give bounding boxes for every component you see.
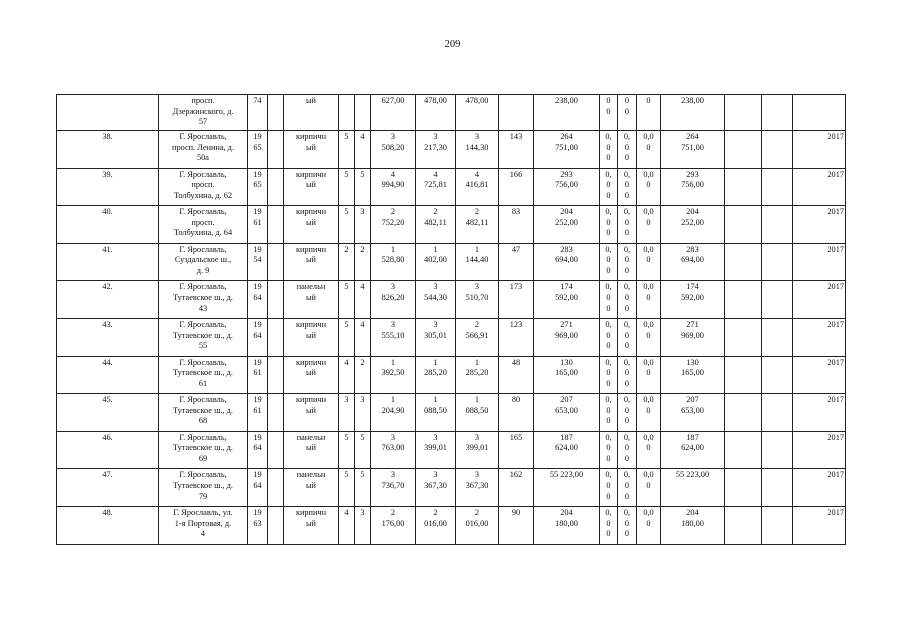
cell-floors: 3 <box>339 394 355 432</box>
cell-owners-funds: 187 624,00 <box>661 431 725 469</box>
cell-residential-area: 3 305,01 <box>416 318 456 356</box>
cell-total-area: 3 826,20 <box>371 281 416 319</box>
cell-row-number: 43. <box>57 318 159 356</box>
cell-blank-col <box>268 206 284 244</box>
cell-total-area: 3 736,70 <box>371 469 416 507</box>
cell-fund-share: 0, 0 0 <box>600 318 618 356</box>
cell-private-area: 2 566,91 <box>456 318 499 356</box>
cell-total-area: 3 555,10 <box>371 318 416 356</box>
cell-completion-year: 2017 <box>793 469 846 507</box>
cell-spec-price <box>762 206 793 244</box>
cell-build-year: 19 64 <box>248 318 268 356</box>
cell-wall-material: кирпичн ый <box>284 394 339 432</box>
cell-floors: 5 <box>339 431 355 469</box>
cell-total-area: 2 176,00 <box>371 506 416 544</box>
cell-residents: 90 <box>499 506 534 544</box>
cell-blank-col <box>268 469 284 507</box>
cell-fund-share: 0, 0 0 <box>600 356 618 394</box>
cell-spec-price <box>762 168 793 206</box>
cell-fund-share: 0, 0 0 <box>600 206 618 244</box>
cell-residents: 80 <box>499 394 534 432</box>
cell-row-number: 44. <box>57 356 159 394</box>
cell-residential-area: 3 544,30 <box>416 281 456 319</box>
cell-entrances: 3 <box>355 506 371 544</box>
cell-completion-year: 2017 <box>793 243 846 281</box>
cell-build-year: 19 64 <box>248 431 268 469</box>
cell-wall-material: панельн ый <box>284 431 339 469</box>
cell-region-share: 0, 0 0 <box>618 469 637 507</box>
cell-owners-funds: 293 756,00 <box>661 168 725 206</box>
cell-owners-funds: 55 223,00 <box>661 469 725 507</box>
cell-blank-col <box>268 131 284 169</box>
table-row <box>57 243 846 281</box>
cell-region-share: 0 0 <box>618 95 637 131</box>
cell-completion-year: 2017 <box>793 168 846 206</box>
cell-total-cost: 174 592,00 <box>534 281 600 319</box>
cell-municipal-share: 0,0 0 <box>637 281 661 319</box>
cell-floors: 5 <box>339 206 355 244</box>
cell-private-area: 1 285,20 <box>456 356 499 394</box>
cell-residential-area: 2 482,11 <box>416 206 456 244</box>
cell-owners-funds: 204 180,00 <box>661 506 725 544</box>
cell-spec-cost <box>725 95 762 131</box>
cell-spec-price <box>762 394 793 432</box>
cell-wall-material: кирпичн ый <box>284 168 339 206</box>
cell-residential-area: 1 285,20 <box>416 356 456 394</box>
cell-floors <box>339 95 355 131</box>
cell-residents: 123 <box>499 318 534 356</box>
cell-owners-funds: 264 751,00 <box>661 131 725 169</box>
cell-spec-cost <box>725 506 762 544</box>
cell-row-number: 41. <box>57 243 159 281</box>
cell-owners-funds: 130 165,00 <box>661 356 725 394</box>
cell-owners-funds: 283 694,00 <box>661 243 725 281</box>
cell-blank-col <box>268 281 284 319</box>
cell-municipal-share: 0,0 0 <box>637 206 661 244</box>
table-row <box>57 318 846 356</box>
cell-blank-col <box>268 506 284 544</box>
cell-floors: 4 <box>339 506 355 544</box>
cell-spec-cost <box>725 469 762 507</box>
cell-private-area: 1 144,40 <box>456 243 499 281</box>
table-row <box>57 95 846 131</box>
cell-owners-funds: 238,00 <box>661 95 725 131</box>
cell-residents: 47 <box>499 243 534 281</box>
cell-floors: 5 <box>339 469 355 507</box>
cell-spec-price <box>762 95 793 131</box>
table-row <box>57 206 846 244</box>
cell-blank-col <box>268 356 284 394</box>
cell-total-cost: 204 180,00 <box>534 506 600 544</box>
cell-spec-price <box>762 243 793 281</box>
cell-total-cost: 187 624,00 <box>534 431 600 469</box>
table-row <box>57 469 846 507</box>
cell-address: Г. Ярославль, просп. Ленина, д. 50а <box>159 131 248 169</box>
cell-blank-col <box>268 95 284 131</box>
cell-completion-year: 2017 <box>793 394 846 432</box>
cell-municipal-share: 0,0 0 <box>637 243 661 281</box>
cell-blank-col <box>268 318 284 356</box>
cell-spec-cost <box>725 281 762 319</box>
cell-row-number: 47. <box>57 469 159 507</box>
cell-owners-funds: 204 252,00 <box>661 206 725 244</box>
cell-municipal-share: 0,0 0 <box>637 506 661 544</box>
cell-blank-col <box>268 394 284 432</box>
cell-build-year: 19 64 <box>248 469 268 507</box>
cell-floors: 5 <box>339 131 355 169</box>
cell-row-number: 39. <box>57 168 159 206</box>
cell-fund-share: 0, 0 0 <box>600 506 618 544</box>
cell-row-number: 42. <box>57 281 159 319</box>
cell-floors: 5 <box>339 281 355 319</box>
cell-total-area: 4 994,90 <box>371 168 416 206</box>
cell-blank-col <box>268 168 284 206</box>
cell-completion-year: 2017 <box>793 131 846 169</box>
cell-wall-material: ый <box>284 95 339 131</box>
cell-total-area: 1 528,80 <box>371 243 416 281</box>
cell-completion-year: 2017 <box>793 318 846 356</box>
cell-floors: 4 <box>339 356 355 394</box>
cell-wall-material: кирпичн ый <box>284 506 339 544</box>
cell-spec-cost <box>725 131 762 169</box>
cell-residents: 166 <box>499 168 534 206</box>
cell-address: Г. Ярославль, Тутаевское ш., д. 69 <box>159 431 248 469</box>
cell-municipal-share: 0,0 0 <box>637 469 661 507</box>
cell-region-share: 0, 0 0 <box>618 206 637 244</box>
cell-fund-share: 0, 0 0 <box>600 168 618 206</box>
cell-entrances: 5 <box>355 431 371 469</box>
cell-entrances: 4 <box>355 281 371 319</box>
cell-wall-material: кирпичн ый <box>284 318 339 356</box>
cell-residents: 143 <box>499 131 534 169</box>
cell-owners-funds: 207 653,00 <box>661 394 725 432</box>
cell-spec-cost <box>725 356 762 394</box>
cell-region-share: 0, 0 0 <box>618 356 637 394</box>
cell-municipal-share: 0 <box>637 95 661 131</box>
cell-spec-price <box>762 318 793 356</box>
cell-total-area: 627,00 <box>371 95 416 131</box>
cell-entrances: 3 <box>355 206 371 244</box>
cell-address: Г. Ярославль, ул. 1-я Портовая, д. 4 <box>159 506 248 544</box>
cell-owners-funds: 174 592,00 <box>661 281 725 319</box>
cell-total-cost: 293 756,00 <box>534 168 600 206</box>
cell-row-number: 40. <box>57 206 159 244</box>
cell-entrances: 2 <box>355 356 371 394</box>
cell-spec-price <box>762 356 793 394</box>
cell-address: Г. Ярославль, просп. Толбухина, д. 62 <box>159 168 248 206</box>
cell-completion-year: 2017 <box>793 356 846 394</box>
cell-owners-funds: 271 969,00 <box>661 318 725 356</box>
cell-region-share: 0, 0 0 <box>618 131 637 169</box>
cell-entrances: 3 <box>355 394 371 432</box>
cell-total-cost: 264 751,00 <box>534 131 600 169</box>
cell-entrances: 2 <box>355 243 371 281</box>
cell-residents: 173 <box>499 281 534 319</box>
cell-address: Г. Ярославль, просп. Толбухина, д. 64 <box>159 206 248 244</box>
cell-residents: 48 <box>499 356 534 394</box>
cell-entrances: 4 <box>355 318 371 356</box>
cell-row-number: 38. <box>57 131 159 169</box>
cell-row-number: 48. <box>57 506 159 544</box>
cell-address: Г. Ярославль, Тутаевское ш., д. 43 <box>159 281 248 319</box>
housing-register-table <box>56 94 846 545</box>
cell-municipal-share: 0,0 0 <box>637 168 661 206</box>
cell-municipal-share: 0,0 0 <box>637 318 661 356</box>
cell-residents <box>499 95 534 131</box>
cell-build-year: 19 65 <box>248 168 268 206</box>
cell-total-cost: 130 165,00 <box>534 356 600 394</box>
cell-spec-price <box>762 431 793 469</box>
cell-residential-area: 2 016,00 <box>416 506 456 544</box>
cell-municipal-share: 0,0 0 <box>637 431 661 469</box>
cell-completion-year: 2017 <box>793 506 846 544</box>
cell-completion-year: 2017 <box>793 281 846 319</box>
cell-build-year: 19 61 <box>248 206 268 244</box>
cell-total-cost: 204 252,00 <box>534 206 600 244</box>
table-row <box>57 131 846 169</box>
cell-total-cost: 238,00 <box>534 95 600 131</box>
cell-address: Г. Ярославль, Суздальское ш., д. 9 <box>159 243 248 281</box>
cell-wall-material: панельн ый <box>284 281 339 319</box>
cell-address: Г. Ярославль, Тутаевское ш., д. 68 <box>159 394 248 432</box>
cell-region-share: 0, 0 0 <box>618 394 637 432</box>
cell-spec-cost <box>725 318 762 356</box>
cell-private-area: 2 482,11 <box>456 206 499 244</box>
cell-total-area: 1 392,50 <box>371 356 416 394</box>
cell-entrances: 5 <box>355 469 371 507</box>
cell-region-share: 0, 0 0 <box>618 168 637 206</box>
cell-residential-area: 1 402,00 <box>416 243 456 281</box>
cell-wall-material: кирпичн ый <box>284 131 339 169</box>
table-row <box>57 506 846 544</box>
cell-region-share: 0, 0 0 <box>618 431 637 469</box>
cell-private-area: 3 144,30 <box>456 131 499 169</box>
cell-region-share: 0, 0 0 <box>618 318 637 356</box>
cell-address: просп. Дзержинского, д. 57 <box>159 95 248 131</box>
cell-blank-col <box>268 243 284 281</box>
cell-region-share: 0, 0 0 <box>618 243 637 281</box>
cell-wall-material: кирпичн ый <box>284 243 339 281</box>
cell-spec-price <box>762 469 793 507</box>
cell-total-cost: 207 653,00 <box>534 394 600 432</box>
cell-spec-price <box>762 281 793 319</box>
cell-private-area: 3 399,01 <box>456 431 499 469</box>
cell-residential-area: 3 367,30 <box>416 469 456 507</box>
page-number: 209 <box>444 39 461 50</box>
cell-address: Г. Ярославль, Тутаевское ш., д. 61 <box>159 356 248 394</box>
cell-total-area: 3 508,20 <box>371 131 416 169</box>
cell-build-year: 74 <box>248 95 268 131</box>
cell-floors: 2 <box>339 243 355 281</box>
cell-total-cost: 271 969,00 <box>534 318 600 356</box>
cell-spec-price <box>762 131 793 169</box>
cell-spec-cost <box>725 206 762 244</box>
cell-fund-share: 0, 0 0 <box>600 281 618 319</box>
cell-fund-share: 0, 0 0 <box>600 131 618 169</box>
cell-row-number: 46. <box>57 431 159 469</box>
cell-residential-area: 3 217,30 <box>416 131 456 169</box>
cell-address: Г. Ярославль, Тутаевское ш., д. 79 <box>159 469 248 507</box>
cell-fund-share: 0, 0 0 <box>600 431 618 469</box>
cell-residents: 83 <box>499 206 534 244</box>
cell-residential-area: 4 725,81 <box>416 168 456 206</box>
table-row <box>57 281 846 319</box>
cell-total-cost: 283 694,00 <box>534 243 600 281</box>
cell-municipal-share: 0,0 0 <box>637 131 661 169</box>
cell-municipal-share: 0,0 0 <box>637 356 661 394</box>
cell-residents: 165 <box>499 431 534 469</box>
cell-private-area: 4 416,81 <box>456 168 499 206</box>
cell-private-area: 3 367,30 <box>456 469 499 507</box>
cell-residents: 162 <box>499 469 534 507</box>
cell-build-year: 19 61 <box>248 356 268 394</box>
cell-spec-cost <box>725 243 762 281</box>
cell-build-year: 19 63 <box>248 506 268 544</box>
cell-floors: 5 <box>339 318 355 356</box>
cell-floors: 5 <box>339 168 355 206</box>
cell-wall-material: кирпичн ый <box>284 206 339 244</box>
cell-spec-cost <box>725 431 762 469</box>
cell-wall-material: панельн ый <box>284 469 339 507</box>
cell-completion-year: 2017 <box>793 431 846 469</box>
table-row <box>57 168 846 206</box>
cell-total-cost: 55 223,00 <box>534 469 600 507</box>
cell-build-year: 19 54 <box>248 243 268 281</box>
cell-build-year: 19 64 <box>248 281 268 319</box>
cell-region-share: 0, 0 0 <box>618 281 637 319</box>
cell-blank-col <box>268 431 284 469</box>
cell-spec-cost <box>725 394 762 432</box>
cell-address: Г. Ярославль, Тутаевское ш., д. 55 <box>159 318 248 356</box>
cell-spec-price <box>762 506 793 544</box>
cell-private-area: 478,00 <box>456 95 499 131</box>
cell-total-area: 3 763,00 <box>371 431 416 469</box>
cell-fund-share: 0 0 <box>600 95 618 131</box>
cell-residential-area: 478,00 <box>416 95 456 131</box>
cell-municipal-share: 0,0 0 <box>637 394 661 432</box>
table-row <box>57 356 846 394</box>
cell-spec-cost <box>725 168 762 206</box>
cell-row-number <box>57 95 159 131</box>
table-row <box>57 394 846 432</box>
cell-residential-area: 1 088,50 <box>416 394 456 432</box>
cell-entrances <box>355 95 371 131</box>
cell-entrances: 5 <box>355 168 371 206</box>
cell-wall-material: кирпичн ый <box>284 356 339 394</box>
cell-build-year: 19 61 <box>248 394 268 432</box>
cell-completion-year: 2017 <box>793 206 846 244</box>
cell-fund-share: 0, 0 0 <box>600 394 618 432</box>
table-row <box>57 431 846 469</box>
cell-total-area: 1 204,90 <box>371 394 416 432</box>
cell-private-area: 2 016,00 <box>456 506 499 544</box>
cell-total-area: 2 752,20 <box>371 206 416 244</box>
cell-private-area: 3 510,70 <box>456 281 499 319</box>
cell-row-number: 45. <box>57 394 159 432</box>
cell-entrances: 4 <box>355 131 371 169</box>
cell-region-share: 0, 0 0 <box>618 506 637 544</box>
cell-fund-share: 0, 0 0 <box>600 469 618 507</box>
cell-fund-share: 0, 0 0 <box>600 243 618 281</box>
cell-build-year: 19 65 <box>248 131 268 169</box>
cell-residential-area: 3 399,01 <box>416 431 456 469</box>
cell-completion-year <box>793 95 846 131</box>
cell-private-area: 1 088,50 <box>456 394 499 432</box>
